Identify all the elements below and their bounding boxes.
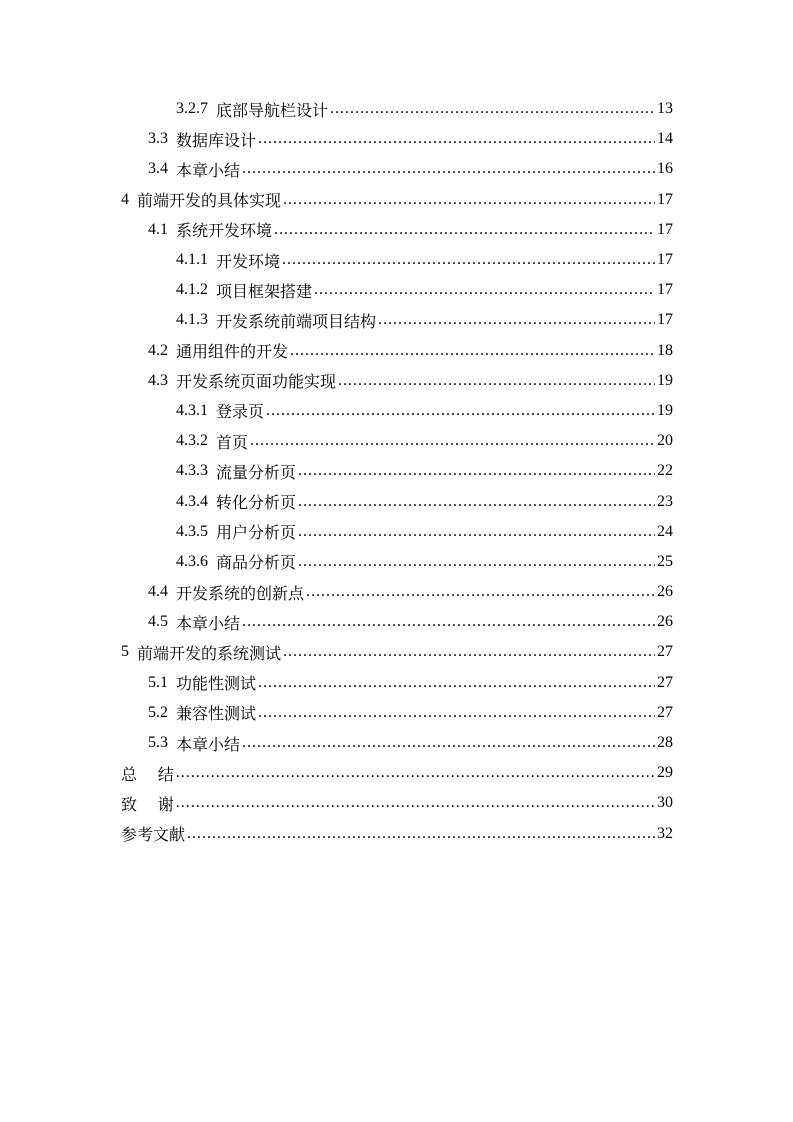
toc-entry-4-1-3[interactable] xyxy=(0,305,793,335)
toc-entry-title: 通用组件的开发 xyxy=(176,344,289,362)
toc-leader-dots xyxy=(266,402,655,420)
toc-entry-title: 用户分析页 xyxy=(216,525,297,543)
toc-entry-page: 17 xyxy=(657,220,673,238)
toc-entry-page: 28 xyxy=(657,734,673,752)
toc-entry-page: 14 xyxy=(657,130,673,148)
toc-entry-title: 项目框架搭建 xyxy=(216,283,313,301)
toc-entry-page: 30 xyxy=(657,794,673,812)
toc-entry-number: 4.3.3 xyxy=(176,462,208,480)
toc-entry-number: 4 xyxy=(121,190,129,208)
toc-entry-4-3-6[interactable] xyxy=(0,547,793,577)
toc-entry-page: 23 xyxy=(657,492,673,510)
toc-leader-dots xyxy=(242,613,655,631)
toc-entry-page: 17 xyxy=(657,190,673,208)
toc-entry-page: 26 xyxy=(657,583,673,601)
toc-leader-dots xyxy=(306,583,655,601)
toc-entry-title: 开发系统前端项目结构 xyxy=(216,313,377,331)
toc-entry-number: 4.1.3 xyxy=(176,311,208,329)
toc-entry-title: 功能性测试 xyxy=(176,676,257,694)
toc-entry-page: 20 xyxy=(657,432,673,450)
toc-entry-page: 32 xyxy=(657,824,673,842)
toc-entry-page: 24 xyxy=(657,522,673,540)
toc-entry-title: 开发环境 xyxy=(216,253,281,271)
toc-leader-dots xyxy=(258,130,655,148)
toc-entry-title: 本章小结 xyxy=(176,615,241,633)
toc-leader-dots xyxy=(298,523,655,541)
toc-leader-dots xyxy=(298,493,655,511)
toc-entry-page: 25 xyxy=(657,552,673,570)
toc-entry-number: 4.4 xyxy=(148,583,168,601)
toc-entry-title: 参考文献 xyxy=(121,827,186,845)
toc-entry-4-2[interactable] xyxy=(0,336,793,366)
toc-entry-5-3[interactable] xyxy=(0,728,793,758)
toc-entry-number: 4.3.5 xyxy=(176,522,208,540)
toc-entry-title: 本章小结 xyxy=(176,736,241,754)
toc-leader-dots xyxy=(187,825,655,843)
toc-entry-title: 开发系统页面功能实现 xyxy=(176,374,337,392)
toc-entry-3-3[interactable] xyxy=(0,124,793,154)
toc-entry-title: 系统开发环境 xyxy=(176,223,273,241)
toc-entry-number: 5 xyxy=(121,643,129,661)
toc-entry-number: 5.2 xyxy=(148,703,168,721)
toc-entry-title-part-1: 总 xyxy=(121,766,138,784)
toc-entry-4-1[interactable] xyxy=(0,215,793,245)
toc-entry-title: 商品分析页 xyxy=(216,555,297,573)
toc-entry-page: 13 xyxy=(657,100,673,118)
toc-entry-number: 3.3 xyxy=(148,130,168,148)
toc-entry-page: 27 xyxy=(657,673,673,691)
toc-entry-number: 4.5 xyxy=(148,613,168,631)
toc-entry-number: 4.3 xyxy=(148,371,168,389)
toc-leader-dots xyxy=(282,251,655,269)
toc-leader-dots xyxy=(250,432,655,450)
toc-entry-4-5[interactable] xyxy=(0,607,793,637)
toc-leader-dots xyxy=(298,462,655,480)
toc-entry-number: 4.3.4 xyxy=(176,492,208,510)
toc-entry-number: 4.1.1 xyxy=(176,251,208,269)
toc-entry-page: 17 xyxy=(657,281,673,299)
toc-entry-number: 4.1 xyxy=(148,220,168,238)
toc-leader-dots xyxy=(298,553,655,571)
toc-entry-title: 数据库设计 xyxy=(176,132,257,150)
toc-entry-title-part-2: 谢 xyxy=(157,796,174,814)
toc-entry-3-4[interactable] xyxy=(0,154,793,184)
toc-entry-page: 29 xyxy=(657,764,673,782)
toc-entry-acknowledgements[interactable] xyxy=(0,788,793,818)
toc-entry-number: 5.1 xyxy=(148,673,168,691)
toc-leader-dots xyxy=(258,704,655,722)
toc-entry-number: 4.2 xyxy=(148,341,168,359)
toc-entry-4-1-1[interactable] xyxy=(0,245,793,275)
toc-entry-references[interactable] xyxy=(0,819,793,849)
toc-entry-4-1-2[interactable] xyxy=(0,275,793,305)
toc-entry-4-3[interactable] xyxy=(0,366,793,396)
toc-entry-title: 前端开发的系统测试 xyxy=(137,645,282,663)
toc-entry-number: 3.2.7 xyxy=(176,100,208,118)
toc-entry-page: 17 xyxy=(657,251,673,269)
toc-entry-page: 18 xyxy=(657,341,673,359)
toc-entry-summary[interactable] xyxy=(0,758,793,788)
toc-entry-page: 26 xyxy=(657,613,673,631)
toc-entry-title: 首页 xyxy=(216,434,249,452)
toc-entry-5-2[interactable] xyxy=(0,698,793,728)
toc-entry-number: 4.3.6 xyxy=(176,552,208,570)
toc-entry-page: 27 xyxy=(657,703,673,721)
toc-leader-dots xyxy=(330,100,655,118)
toc-entry-page: 17 xyxy=(657,311,673,329)
toc-entry-page: 19 xyxy=(657,371,673,389)
toc-entry-number: 4.3.2 xyxy=(176,432,208,450)
toc-entry-4-3-3[interactable] xyxy=(0,456,793,486)
toc-entry-title-part-1: 致 xyxy=(121,796,138,814)
toc-entry-number: 3.4 xyxy=(148,160,168,178)
toc-entry-title: 登录页 xyxy=(216,404,265,422)
toc-entry-page: 27 xyxy=(657,643,673,661)
toc-leader-dots xyxy=(176,764,655,782)
toc-entry-4-3-4[interactable] xyxy=(0,486,793,516)
toc-leader-dots xyxy=(242,160,655,178)
toc-leader-dots xyxy=(338,372,655,390)
toc-entry-title: 前端开发的具体实现 xyxy=(137,193,282,211)
toc-entry-4[interactable] xyxy=(0,185,793,215)
toc-entry-3-2-7[interactable] xyxy=(0,94,793,124)
toc-entry-title: 本章小结 xyxy=(176,162,241,180)
toc-leader-dots xyxy=(290,342,655,360)
toc-entry-title: 兼容性测试 xyxy=(176,706,257,724)
toc-entry-page: 16 xyxy=(657,160,673,178)
toc-leader-dots xyxy=(378,311,655,329)
toc-entry-title: 开发系统的创新点 xyxy=(176,585,305,603)
toc-entry-title: 转化分析页 xyxy=(216,495,297,513)
toc-entry-number: 4.3.1 xyxy=(176,401,208,419)
toc-leader-dots xyxy=(283,191,655,209)
toc-entry-4-3-5[interactable] xyxy=(0,517,793,547)
toc-entry-5[interactable] xyxy=(0,637,793,667)
toc-entry-4-3-1[interactable] xyxy=(0,396,793,426)
toc-leader-dots xyxy=(242,734,655,752)
toc-leader-dots xyxy=(176,794,655,812)
toc-leader-dots xyxy=(283,643,655,661)
toc-entry-5-1[interactable] xyxy=(0,668,793,698)
toc-entry-page: 19 xyxy=(657,401,673,419)
toc-entry-title: 底部导航栏设计 xyxy=(216,102,329,120)
toc-entry-title-part-2: 结 xyxy=(157,766,174,784)
toc-leader-dots xyxy=(314,281,655,299)
toc-leader-dots xyxy=(258,674,655,692)
toc-entry-number: 5.3 xyxy=(148,734,168,752)
toc-entry-number: 4.1.2 xyxy=(176,281,208,299)
toc-entry-4-4[interactable] xyxy=(0,577,793,607)
toc-leader-dots xyxy=(274,221,655,239)
table-of-contents xyxy=(0,94,793,849)
toc-entry-page: 22 xyxy=(657,462,673,480)
toc-entry-title: 流量分析页 xyxy=(216,464,297,482)
toc-entry-4-3-2[interactable] xyxy=(0,426,793,456)
